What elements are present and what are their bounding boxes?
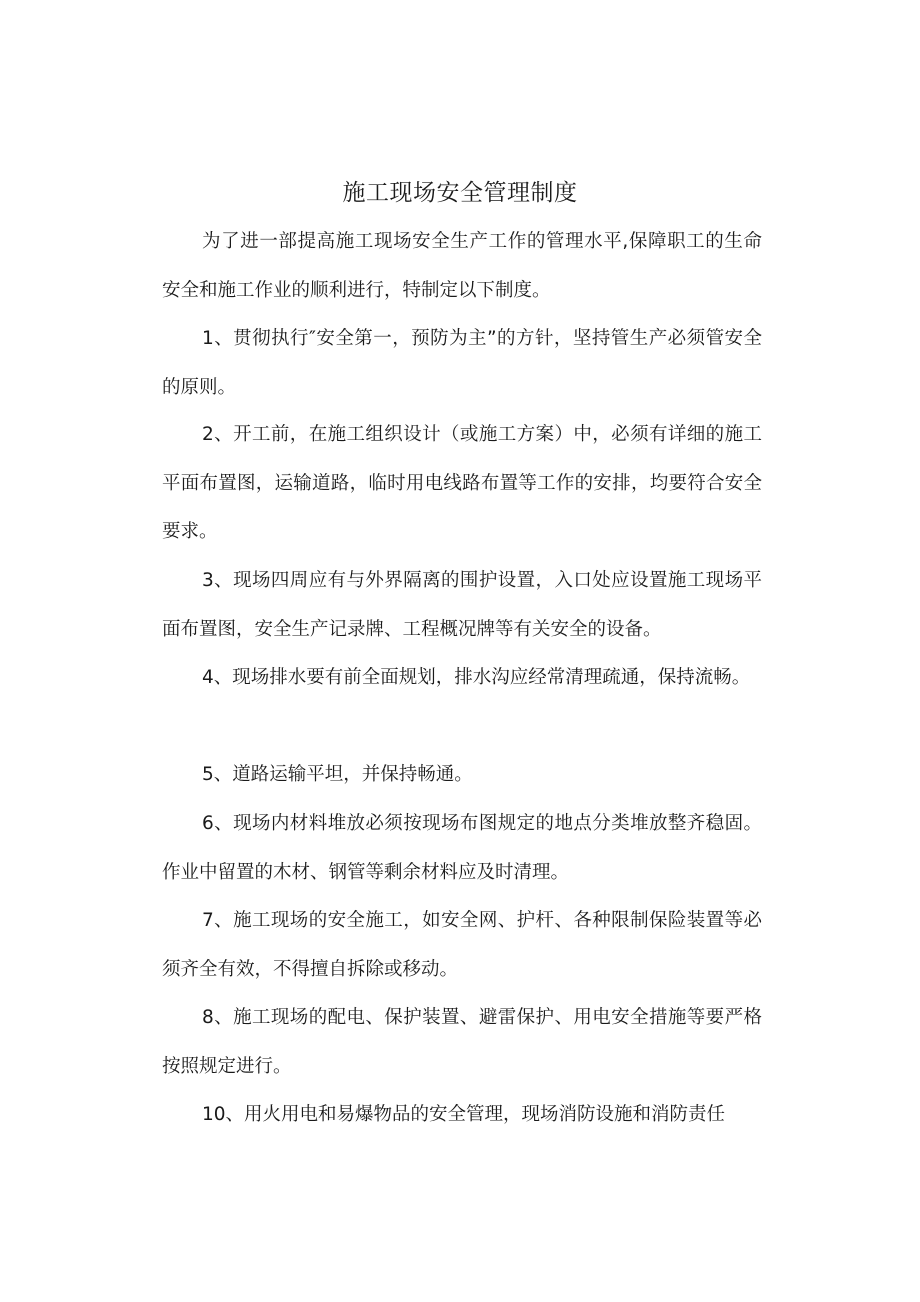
paragraph-item-8: 8、施工现场的配电、保护装置、避雷保护、用电安全措施等要严格按照规定进行。 bbox=[162, 1007, 762, 1077]
paragraph-item-6: 6、现场内材料堆放必须按现场布图规定的地点分类堆放整齐稳固。作业中留置的木材、钢管等剩余材料应及时清理。 bbox=[162, 813, 762, 883]
paragraph-item-5: 5、道路运输平坦，并保持畅通。 bbox=[202, 764, 473, 785]
paragraph-item-2: 2、开工前，在施工组织设计（或施工方案）中，必须有详细的施工平面布置图，运输道路，临时用电线路布置等工作的安排，均要符合安全要求。 bbox=[162, 424, 762, 542]
paragraph-item-7: 7、施工现场的安全施工，如安全网、护杆、各种限制保险装置等必须齐全有效，不得擅自拆除或移动。 bbox=[162, 910, 762, 980]
paragraph-item-10: 10、用火用电和易爆物品的安全管理，现场消防设施和消防责任 bbox=[202, 1104, 726, 1125]
paragraph-item-4: 4、现场排水要有前全面规划，排水沟应经常清理疏通，保持流畅。 bbox=[202, 667, 751, 688]
paragraph-item-3: 3、现场四周应有与外界隔离的围护设置，入口处应设置施工现场平面布置图，安全生产记录牌、工程概况牌等有关安全的设备。 bbox=[162, 570, 762, 640]
document-title: 施工现场安全管理制度 bbox=[342, 180, 578, 206]
paragraph-item-1: 1、贯彻执行″安全第一，预防为主”的方针，坚持管生产必须管安全的原则。 bbox=[162, 328, 762, 398]
paragraph-intro: 为了进一部提高施工现场安全生产工作的管理水平,保障职工的生命安全和施工作业的顺利进行，特制定以下制度。 bbox=[162, 231, 762, 301]
